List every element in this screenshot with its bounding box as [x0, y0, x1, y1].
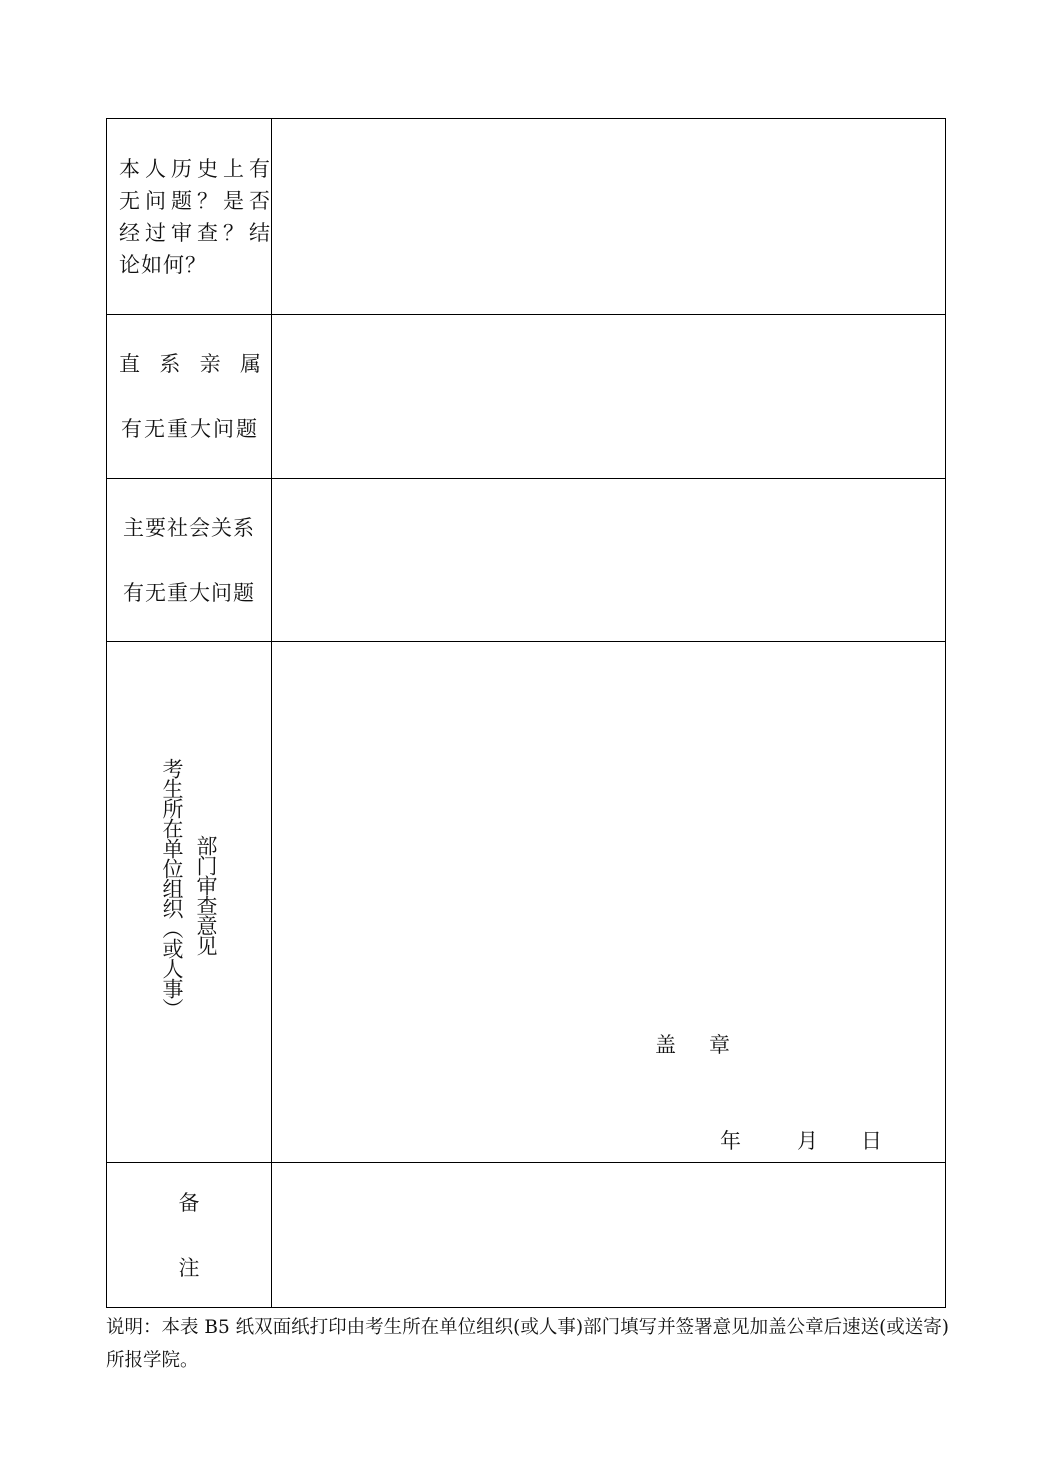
opinion-label-vertical-col1: 考生所在单位组织（或人事）: [160, 758, 184, 1018]
row-opinion: [107, 642, 946, 1163]
history-label-line: 经过审查？结: [119, 220, 275, 245]
relatives-char: 亲: [199, 352, 221, 376]
date-row: [720, 1125, 882, 1155]
stamp-char: 章: [709, 1033, 730, 1057]
opinion-label: [107, 642, 272, 1163]
row-history: [107, 119, 946, 315]
history-label-line: 论如何？: [119, 252, 207, 277]
relatives-char: 直: [119, 352, 140, 376]
opinion-answer-field[interactable]: [272, 642, 946, 1163]
row-relatives: [107, 315, 946, 479]
footnote-line2: 所报学院。: [106, 1350, 199, 1371]
remarks-label: [107, 1163, 272, 1308]
social-answer-field[interactable]: [272, 479, 946, 642]
relatives-line2-text: 有无重大问题: [121, 417, 259, 441]
relatives-char: 属: [239, 352, 261, 376]
stamp-char: 盖: [655, 1033, 676, 1057]
date-year: 年: [720, 1129, 741, 1153]
relatives-label-line1: [107, 348, 271, 380]
history-label-line: 无问题？是否: [119, 188, 275, 213]
stamp-label: [655, 1029, 730, 1059]
row-remarks: [107, 1163, 946, 1308]
review-form-table: [106, 118, 946, 1308]
date-day: 日: [861, 1129, 882, 1153]
relatives-label: [107, 315, 272, 479]
relatives-char: 系: [159, 352, 181, 376]
social-label-line1: 主要社会关系: [123, 515, 255, 540]
footnote-line1: 说明：本表 B5 纸双面纸打印由考生所在单位组织(或人事)部门填写并签署意见加盖公章后速送(或送寄): [106, 1317, 950, 1338]
history-label: [107, 119, 275, 315]
social-label-line2: 有无重大问题: [123, 580, 255, 605]
footnote: [106, 1311, 966, 1377]
social-label: [107, 479, 272, 642]
history-answer-field[interactable]: [272, 119, 946, 315]
history-label-line: 本人历史上有: [119, 156, 275, 181]
relatives-label-line2: [107, 413, 271, 445]
relatives-answer-field[interactable]: [272, 315, 946, 479]
opinion-label-vertical-col2: 部门审查意见: [194, 835, 218, 955]
remarks-char2: 注: [178, 1255, 200, 1280]
date-month: 月: [797, 1129, 818, 1153]
row-social: [107, 479, 946, 642]
remarks-answer-field[interactable]: [272, 1163, 946, 1308]
remarks-char1: 备: [178, 1190, 200, 1215]
